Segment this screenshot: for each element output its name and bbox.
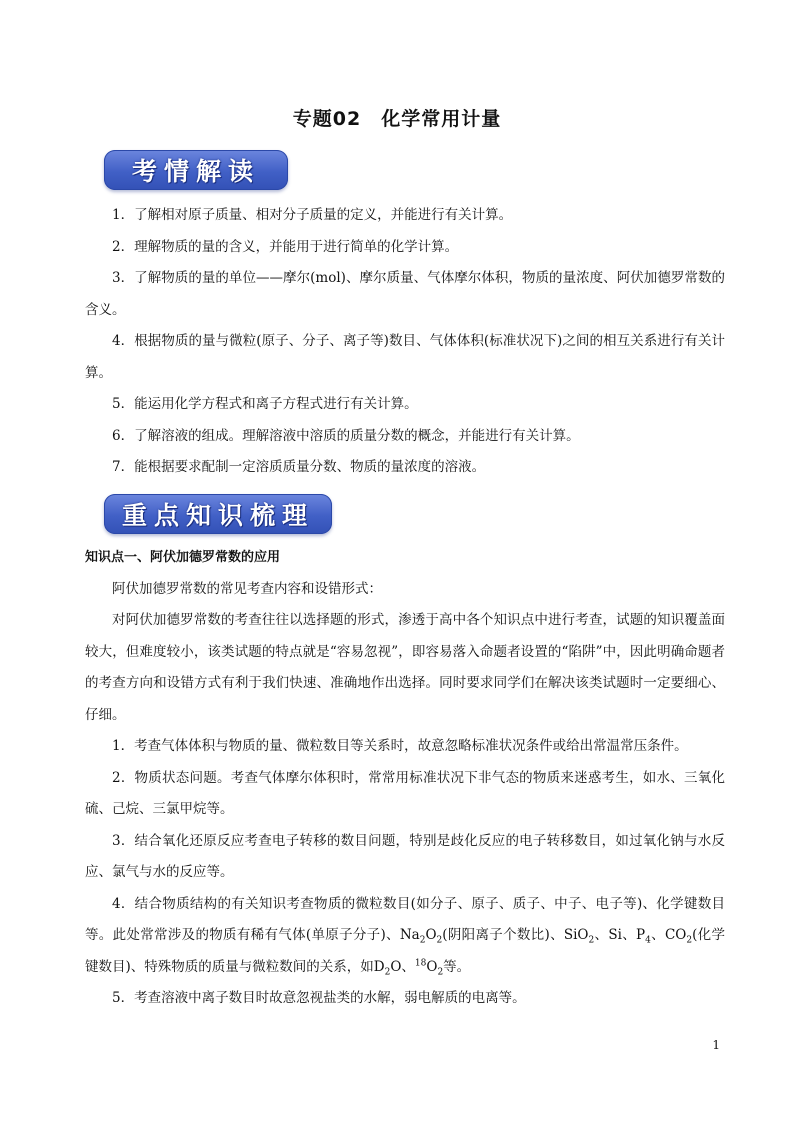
knowledge-section [85, 542, 725, 1015]
list-item: 1．考查气体体积与物质的量、微粒数目等关系时，故意忽略标准状况条件或给出常温常压条件。 [112, 738, 688, 754]
list-item: 2．物质状态问题。考查气体摩尔体积时，常常用标准状况下非气态的物质来迷惑考生，如水、三氧化硫、己烷、三氯甲烷等。 [85, 769, 725, 817]
section-banner-exam-analysis: 考情解读 [104, 150, 288, 190]
page-number: 1 [712, 1038, 720, 1052]
knowledge-intro: 阿伏加德罗常数的常见考查内容和设错形式： [112, 580, 382, 597]
list-item: 3．结合氧化还原反应考查电子转移的数目问题，特别是歧化反应的电子转移数目，如过氧化钠与水反应、氯气与水的反应等。 [85, 832, 725, 880]
list-item: 5．考查溶液中离子数目时故意忽视盐类的水解，弱电解质的电离等。 [112, 990, 526, 1006]
objectives-list [85, 200, 725, 484]
list-item: 5．能运用化学方程式和离子方程式进行有关计算。 [112, 396, 418, 412]
list-item: 2．理解物质的量的含义，并能用于进行简单的化学计算。 [112, 238, 459, 255]
list-item: 3．了解物质的量的单位——摩尔(mol)、摩尔质量、气体摩尔体积，物质的量浓度、阿伏加德罗常数的含义。 [85, 270, 725, 318]
list-item: 4．结合物质结构的有关知识考查物质的微粒数目(如分子、原子、质子、中子、电子等)、化学键数目等。此处常常涉及的物质有稀有气体(单原子分子)、$Na_2O_2$(阴阳离子个数比)、SiO$_2$、Si、$P_4$、$CO_2$(化学键数目)、特殊物质的质量与微粒数间的关系，如$D_2O$、$^{18}O_2$等。 [85, 895, 725, 978]
section-banner-key-knowledge: 重点知识梳理 [104, 494, 332, 534]
knowledge-heading: 知识点一、阿伏加德罗常数的应用 [85, 550, 281, 565]
list-item: 6．了解溶液的组成。理解溶液中溶质的质量分数的概念，并能进行有关计算。 [112, 427, 580, 444]
list-item: 1．了解相对原子质量、相对分子质量的定义，并能进行有关计算。 [112, 207, 513, 223]
knowledge-paragraph: 对阿伏加德罗常数的考查往往以选择题的形式，渗透于高中各个知识点中进行考查，试题的知识覆盖面较大，但难度较小，该类试题的特点就是“容易忽视”，即容易落入命题者设置的“陷阱”中，因此明确命题者的考查方向和设错方式有利于我们快速、准确地作出选择。同时要求同学们在解决该类试题时一定要细心、仔细。 [85, 612, 725, 723]
list-item: 7．能根据要求配制一定溶质质量分数、物质的量浓度的溶液。 [112, 459, 486, 475]
page-title: 专题02 化学常用计量 [292, 108, 502, 130]
list-item: 4．根据物质的量与微粒(原子、分子、离子等)数目、气体体积(标准状况下)之间的相互关系进行有关计算。 [85, 333, 725, 381]
